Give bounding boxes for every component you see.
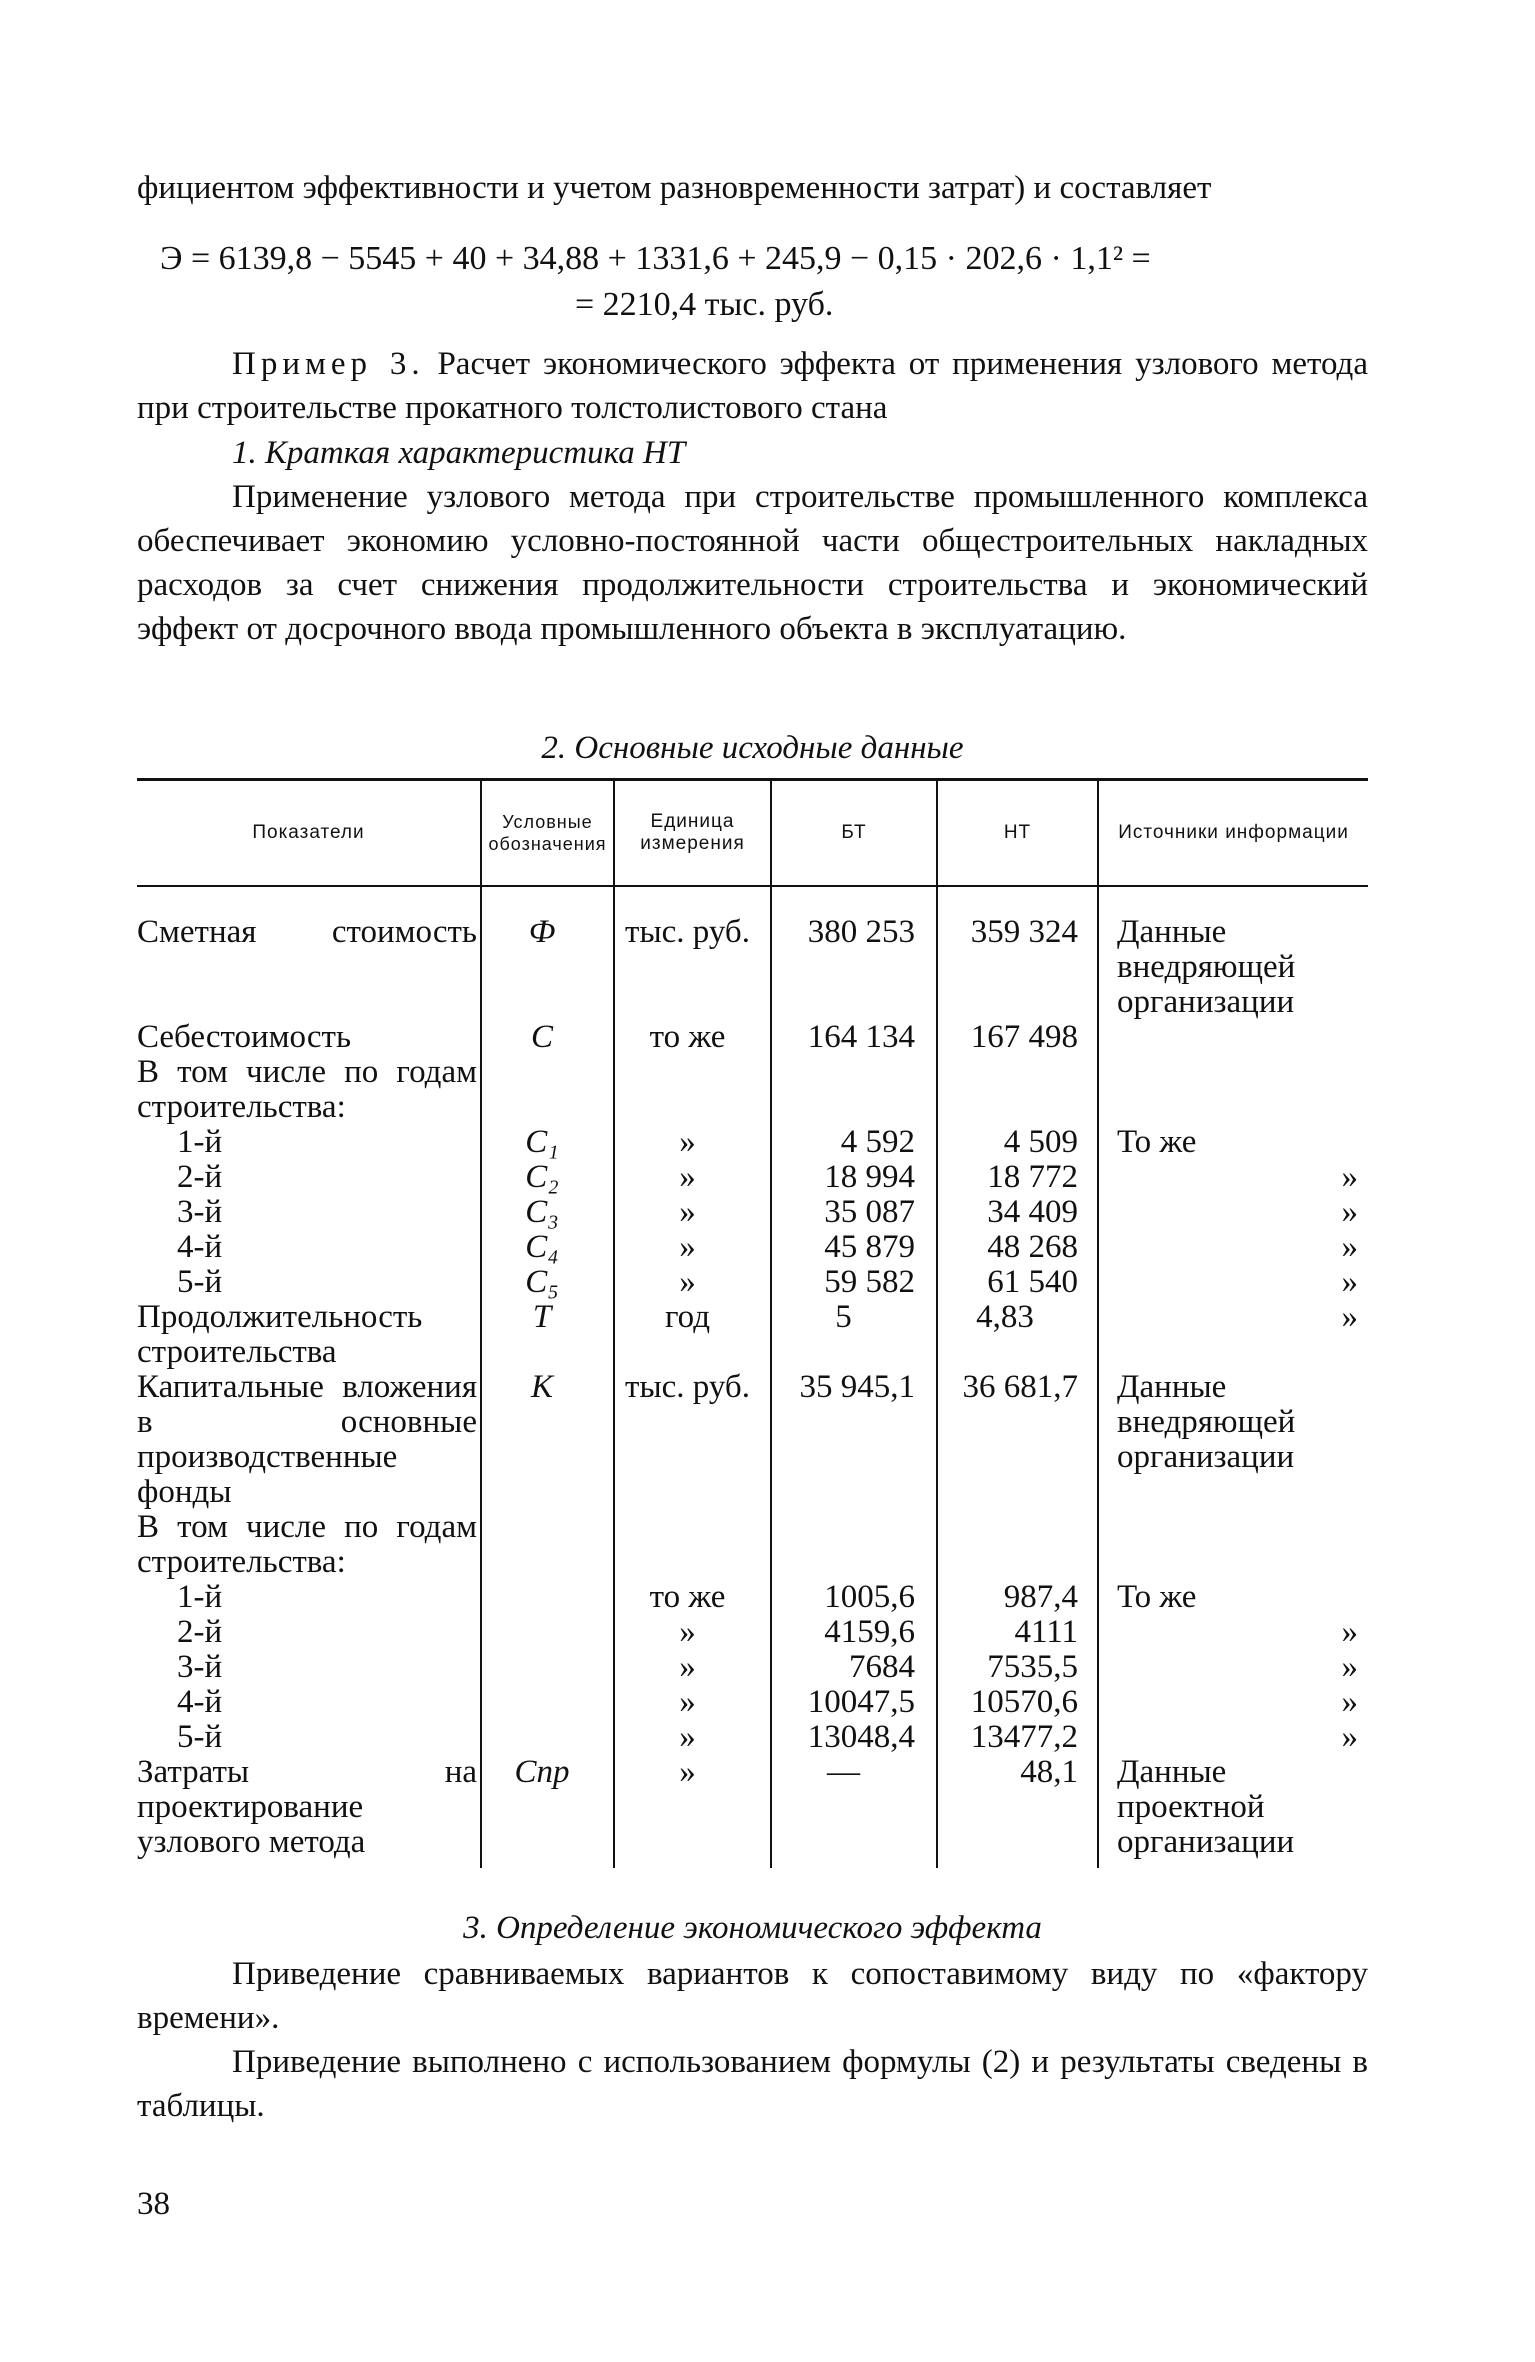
cell-nt: 34 409 (987, 1194, 1078, 1230)
cell-symbol: C₁ (525, 1124, 559, 1160)
header-sources: Источники информации (1118, 822, 1349, 843)
cell-bt: 7684 (849, 1649, 915, 1685)
cell-bt: 59 582 (824, 1264, 915, 1300)
cell-nt: 13477,2 (970, 1719, 1078, 1755)
cell-nt: 987,4 (1003, 1579, 1078, 1615)
formula-line-1: Э = 6139,8 − 5545 + 40 + 34,88 + 1331,6 + 245,9 − 0,15 · 202,6 · 1,1² = (160, 240, 1151, 277)
cell-source: » (1341, 1159, 1358, 1195)
cell-source: Данные внедряющей организации (1117, 1369, 1296, 1475)
cell-source: » (1341, 1264, 1358, 1300)
cell-source: » (1341, 1229, 1358, 1265)
cell-unit: » (679, 1684, 696, 1720)
cell-indicator: 2-й (177, 1159, 223, 1195)
cell-bt: 35 945,1 (799, 1369, 915, 1405)
cell-nt: 10570,6 (970, 1684, 1078, 1720)
section3-paragraph-1: Приведение сравниваемых вариантов к сопоставимому виду по «фактору времени». (137, 1956, 1368, 2036)
header-symbols: Условные обозначения (488, 812, 607, 854)
cell-nt: 4,83 (976, 1299, 1034, 1335)
cell-symbol: C₂ (525, 1159, 559, 1195)
cell-unit: » (679, 1719, 696, 1755)
cell-bt: 5 (835, 1299, 852, 1335)
page-number: 38 (137, 2186, 170, 2222)
cell-nt: 359 324 (970, 914, 1078, 950)
table-caption: 2. Основные исходные данные (541, 730, 964, 766)
section3-paragraph-2: Приведение выполнено с использованием формулы (2) и результаты сведены в таблицы. (137, 2044, 1368, 2124)
cell-bt: 380 253 (807, 914, 915, 950)
cell-bt: 164 134 (807, 1019, 915, 1055)
cell-symbol: K (530, 1369, 553, 1405)
cell-nt: 7535,5 (987, 1649, 1078, 1685)
cell-unit: » (679, 1264, 696, 1300)
cell-indicator: Себестоимость (137, 1019, 352, 1055)
cell-unit: тыс. руб. (625, 1369, 750, 1405)
cell-source: » (1341, 1684, 1358, 1720)
cell-nt: 36 681,7 (962, 1369, 1078, 1405)
example-label: Пример 3. (232, 346, 425, 382)
header-indicators: Показатели (252, 822, 365, 843)
cell-symbol: Cпр (514, 1754, 570, 1790)
cell-nt: 61 540 (987, 1264, 1078, 1300)
intro-line: фициентом эффективности и учетом разновременности затрат) и составляет (137, 170, 1212, 206)
cell-source: То же (1117, 1124, 1197, 1160)
cell-indicator: 5-й (177, 1719, 223, 1755)
cell-unit: » (679, 1754, 696, 1790)
cell-indicator: В том числе по годам строительства: (137, 1509, 477, 1580)
cell-symbol: C₅ (525, 1264, 559, 1300)
cell-bt: 10047,5 (807, 1684, 915, 1720)
cell-unit: » (679, 1649, 696, 1685)
cell-indicator: 1-й (177, 1579, 223, 1615)
cell-nt: 48 268 (987, 1229, 1078, 1265)
example-text: Расчет экономического эффекта от применения узлового метода при строительстве прокатного толстолистового стана (137, 346, 1368, 426)
cell-source: » (1341, 1194, 1358, 1230)
cell-unit: » (679, 1229, 696, 1265)
cell-indicator: 1-й (177, 1124, 223, 1160)
cell-indicator: 3-й (177, 1649, 223, 1685)
cell-indicator: 3-й (177, 1194, 223, 1230)
cell-unit: » (679, 1614, 696, 1650)
cell-indicator: Затраты на проектирование узлового метода (137, 1754, 477, 1860)
col-divider (1097, 778, 1099, 1868)
cell-source: » (1341, 1614, 1358, 1650)
cell-source: » (1341, 1649, 1358, 1685)
cell-unit: » (679, 1124, 696, 1160)
cell-unit: » (679, 1194, 696, 1230)
cell-unit: » (679, 1159, 696, 1195)
formula-line-2: = 2210,4 тыс. руб. (575, 286, 834, 323)
table-header-rule (137, 885, 1368, 887)
cell-bt: 4159,6 (824, 1614, 915, 1650)
section3-heading: 3. Определение экономического эффекта (463, 1910, 1042, 1946)
cell-bt: 45 879 (824, 1229, 915, 1265)
cell-nt: 167 498 (970, 1019, 1078, 1055)
cell-bt: 13048,4 (807, 1719, 915, 1755)
cell-bt: 1005,6 (824, 1579, 915, 1615)
header-bt: БТ (841, 822, 867, 843)
cell-symbol: T (532, 1299, 552, 1335)
cell-unit: год (664, 1299, 711, 1335)
cell-bt: 35 087 (824, 1194, 915, 1230)
cell-symbol: C (530, 1019, 553, 1055)
cell-bt: 4 592 (840, 1124, 915, 1160)
cell-nt: 4 509 (1003, 1124, 1078, 1160)
cell-nt: 18 772 (987, 1159, 1078, 1195)
header-nt: НТ (1003, 822, 1032, 843)
cell-indicator: 5-й (177, 1264, 223, 1300)
cell-indicator: 4-й (177, 1684, 223, 1720)
cell-source: Данные проектной организации (1117, 1754, 1295, 1860)
cell-nt: 48,1 (1020, 1754, 1078, 1790)
section1-heading: 1. Краткая характеристика НТ (232, 435, 686, 471)
cell-symbol: Ф (528, 914, 556, 950)
cell-source: » (1341, 1719, 1358, 1755)
cell-symbol: C₄ (525, 1229, 559, 1265)
cell-indicator: В том числе по годам строительства: (137, 1054, 477, 1125)
cell-indicator: Сметная стоимость (137, 914, 477, 950)
cell-indicator: Продолжительность строительства (137, 1299, 423, 1370)
section1-text: Применение узлового метода при строительстве промышленного комплекса обеспечивает экономию условно-постоянной части общестроительных накладных расходов за счет снижения продолжительности строительства и экономический эффект от досрочного ввода промышленного объекта в эксплуатацию. (137, 479, 1368, 647)
cell-bt: 18 994 (824, 1159, 915, 1195)
cell-unit: то же (649, 1579, 726, 1615)
cell-unit: тыс. руб. (625, 914, 750, 950)
cell-bt: — (827, 1754, 860, 1790)
cell-source: » (1341, 1299, 1358, 1335)
cell-source: То же (1117, 1579, 1197, 1615)
cell-unit: то же (649, 1019, 726, 1055)
cell-source: Данные внедряющей организации (1117, 914, 1296, 1020)
cell-indicator: Капитальные вложения в основные производственные фонды (137, 1369, 477, 1510)
formula (160, 236, 1360, 328)
cell-indicator: 2-й (177, 1614, 223, 1650)
cell-symbol: C₃ (525, 1194, 559, 1230)
header-unit: Единица измерения (640, 811, 745, 854)
example-paragraph (137, 342, 1368, 430)
cell-nt: 4111 (1014, 1614, 1078, 1650)
cell-indicator: 4-й (177, 1229, 223, 1265)
